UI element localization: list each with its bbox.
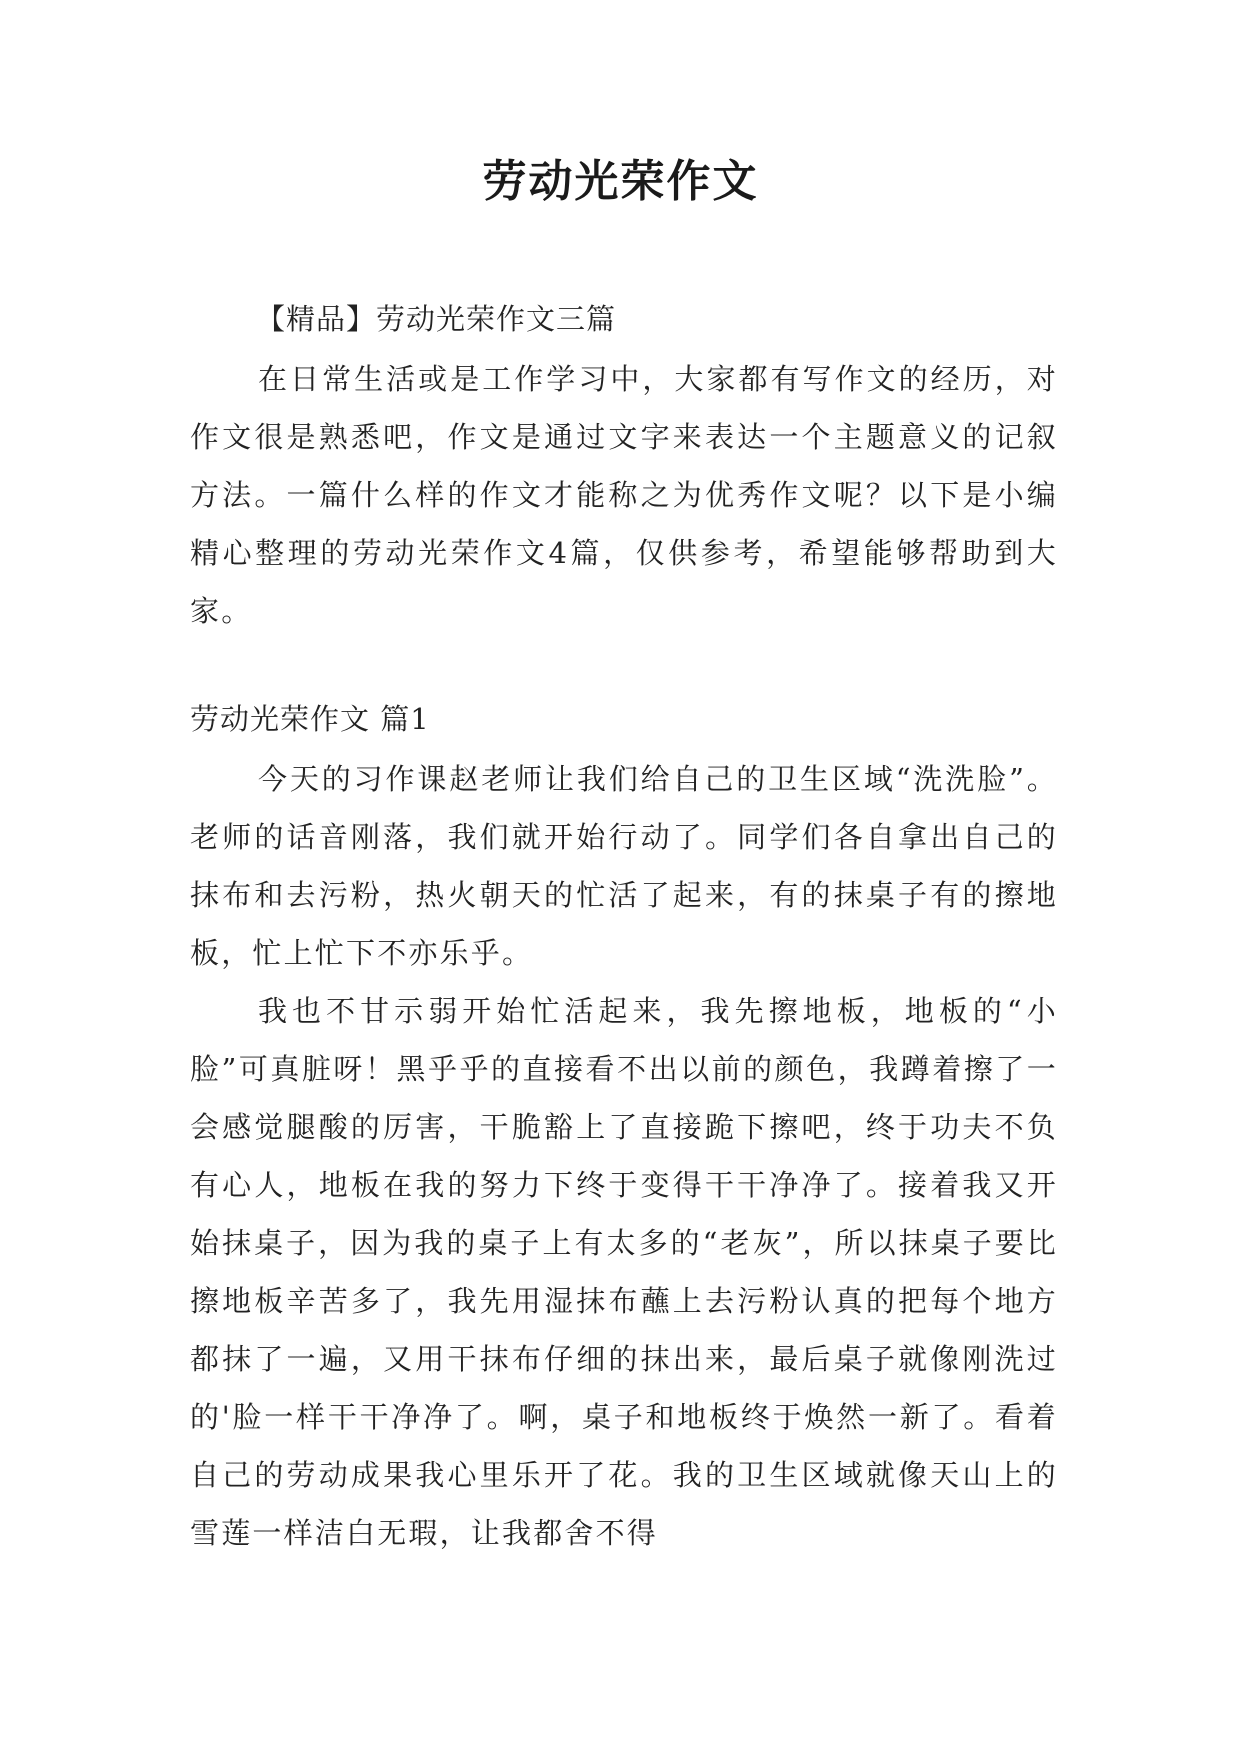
section-heading: 劳动光荣作文 篇1 [190, 702, 430, 736]
document-body [190, 290, 1058, 1562]
body-paragraph: 我也不甘示弱开始忙活起来，我先擦地板，地板的“小脸”可真脏呀！黑乎乎的直接看不出以前的颜色，我蹲着擦了一会感觉腿酸的厉害，干脆豁上了直接跪下擦吧，终于功夫不负有心人，地板在我的努力下终于变得干干净净了。接着我又开始抹桌子，因为我的桌子上有太多的“老灰”，所以抹桌子要比擦地板辛苦多了，我先用湿抹布蘸上去污粉认真的把每个地方都抹了一遍，又用干抹布仔细的抹出来，最后桌子就像刚洗过的'脸一样干干净净了。啊，桌子和地板终于焕然一新了。看着自己的劳动成果我心里乐开了花。我的卫生区域就像天山上的雪莲一样洁白无瑕，让我都舍不得 [190, 994, 1058, 1550]
body-paragraph: 今天的习作课赵老师让我们给自己的卫生区域“洗洗脸”。老师的话音刚落，我们就开始行动了。同学们各自拿出自己的抹布和去污粉，热火朝天的忙活了起来，有的抹桌子有的擦地板，忙上忙下不亦乐乎。 [190, 762, 1058, 970]
intro-paragraph: 在日常生活或是工作学习中，大家都有写作文的经历，对作文很是熟悉吧，作文是通过文字来表达一个主题意义的记叙方法。一篇什么样的作文才能称之为优秀作文呢？以下是小编精心整理的劳动光荣作文4篇，仅供参考，希望能够帮助到大家。 [190, 362, 1058, 628]
article-subtitle: 【精品】劳动光荣作文三篇 [256, 302, 617, 336]
document-title: 劳动光荣作文 [482, 156, 759, 207]
